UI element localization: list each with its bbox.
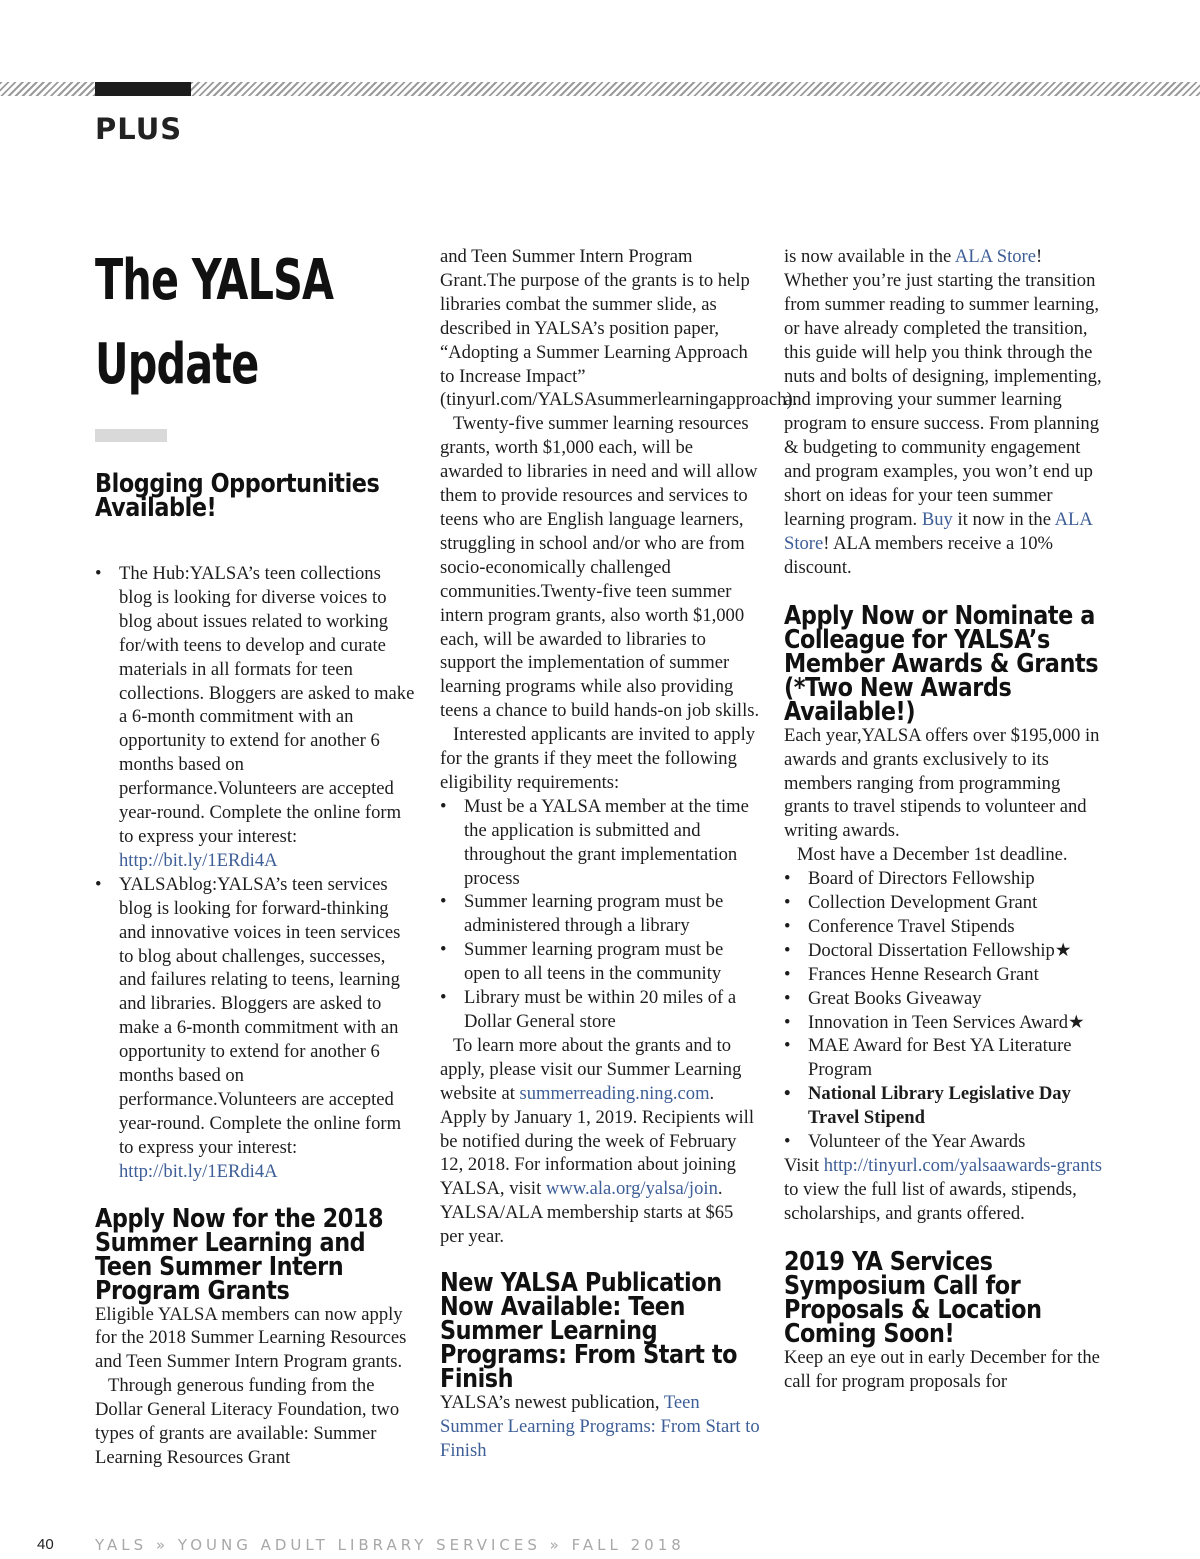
grants-p4: Interested applicants are invited to apply for the grants if they meet the following eligibility requirements: — [440, 724, 756, 793]
list-item — [95, 873, 415, 1184]
publication-text-d: it now in the — [952, 508, 1055, 530]
blog-item-2-text: YALSAblog:YALSA’s teen services blog is looking for forward-thinking and innovative voices in teen services to blog about challenges, successes, and failures relating to teens, learning and libraries. Bloggers are asked to make a 6-month commitment with an opportunity to extend for another 6 months based on performance.Volunteers are accepted year-round. Complete the online form to express your interest: — [119, 873, 402, 1158]
blog-item-1-link[interactable]: http://bit.ly/1ERdi4A — [119, 849, 278, 871]
publication-p-continued — [784, 245, 1104, 580]
requirements-list — [440, 795, 760, 1034]
list-item: • Collection Development Grant — [784, 891, 1104, 915]
awards-p1: Each year,YALSA offers over $195,000 in awards and grants exclusively to its members ranging from programming grants to travel stipends to volunteer and writing awards. — [784, 724, 1100, 842]
publication-heading: New YALSA Publication Now Available: Teen Summer Learning Programs: From Start to Finish — [440, 1268, 738, 1395]
grants-p5-text-a: To learn more about the grants and to apply, please visit our Summer Learning website at — [440, 1034, 742, 1104]
yalsa-join-link[interactable]: www.ala.org/yalsa/join — [545, 1178, 718, 1200]
grants-p3: Twenty-five summer learning resources grants, worth $1,000 each, will be awarded to libraries in need and will allow them to provide resources and services to teens who are English language learners, struggling in school and/or who are from socio-economically challenged communities.Twenty-five teen summer intern program grants, also worth $1,000 each, will be awarded to libraries to support the implementation of summer learning programs while also providing teens a chance to build hands-on job skills. — [440, 413, 760, 722]
page-footer — [0, 1536, 1200, 1556]
ala-store-link-2[interactable]: ALA Store — [784, 508, 1092, 554]
title-rule — [95, 429, 167, 442]
list-item: • Must be a YALSA member at the time the application is submitted and throughout the grant implementation process — [440, 795, 760, 891]
publication-text-e: ! ALA members receive a 10% discount. — [784, 532, 1054, 578]
list-item: • Volunteer of the Year Awards — [784, 1130, 1104, 1154]
list-item: • Doctoral Dissertation Fellowship★ — [784, 939, 1104, 963]
blog-item-2-link[interactable]: http://bit.ly/1ERdi4A — [119, 1160, 278, 1182]
list-item: • Library must be within 20 miles of a Dollar General store — [440, 986, 760, 1034]
page-title-line-1: The YALSA — [95, 248, 334, 313]
awards-visit-text-a: Visit — [784, 1155, 824, 1176]
publication-p — [440, 1391, 760, 1463]
blog-heading: Blogging Opportunities Available! — [95, 469, 380, 523]
grants-p2-continued: and Teen Summer Intern Program Grant.The purpose of the grants is to help libraries combat the summer slide, as described in YALSA’s position paper, “Adopting a Summer Learning Approach to Increase Impact” (tinyurl.com/YALSAsummerlearningapproach). — [440, 246, 798, 411]
footer-text: YALS » YOUNG ADULT LIBRARY SERVICES » FALL 2018 — [95, 1536, 685, 1554]
list-item: • Great Books Giveaway — [784, 987, 1104, 1011]
publication-text-b: is now available in the — [784, 246, 955, 267]
symposium-heading: 2019 YA Services Symposium Call for Proposals & Location Coming Soon! — [784, 1246, 1042, 1349]
column-2 — [440, 245, 798, 1463]
list-item: • Innovation in Teen Services Award★ — [784, 1011, 1104, 1035]
publication-text-a: YALSA’s newest publication, — [440, 1392, 664, 1414]
header-accent-block — [95, 82, 191, 96]
grants-p5-text-b: . Apply by January 1, 2019. Recipients will be notified during the week of February 12, 2018. For information about joining YALSA, visit — [440, 1082, 754, 1200]
page-title — [95, 239, 357, 407]
list-item: • Summer learning program must be open to all teens in the community — [440, 938, 760, 986]
awards-grants-link[interactable]: http://tinyurl.com/yalsaawards-grants — [823, 1155, 1103, 1176]
section-label: PLUS — [95, 112, 183, 146]
list-item: • National Library Legislative Day Travel Stipend — [784, 1082, 1104, 1130]
grants-p5 — [440, 1034, 760, 1249]
awards-p2: Most have a December 1st deadline. — [797, 844, 1068, 866]
column-3 — [784, 245, 1104, 1394]
page-number: 40 — [37, 1536, 54, 1553]
grants-p2: Through generous funding from the Dollar General Literacy Foundation, two types of grants are available: Summer Learning Resources Grant — [95, 1375, 400, 1468]
list-item: • MAE Award for Best YA Literature Program — [784, 1034, 1104, 1082]
blog-item-1-text: The Hub:YALSA’s teen collections blog is looking for diverse voices to blog about issues related to working for/with teens to develop and curate materials in all formats for teen collections. Bloggers are asked to make a 6-month commitment with an opportunity to extend for another 6 months based on performance.Volunteers are accepted year-round. Complete the online form to express your interest: — [119, 563, 415, 847]
grants-p1: Eligible YALSA members can now apply for the 2018 Summer Learning Resources and Teen Summer Intern Program grants. — [95, 1303, 407, 1373]
list-item: • Board of Directors Fellowship — [784, 867, 1104, 891]
list-item — [95, 562, 415, 873]
grants-p5-text-c: . YALSA/ALA membership starts at $65 per year. — [440, 1178, 734, 1248]
summerreading-link[interactable]: summerreading.ning.com — [519, 1082, 710, 1104]
list-item: • Summer learning program must be administered through a library — [440, 890, 760, 938]
awards-visit — [784, 1154, 1104, 1226]
grants-heading: Apply Now for the 2018 Summer Learning and Teen Summer Intern Program Grants — [95, 1203, 384, 1306]
symposium-p: Keep an eye out in early December for the call for program proposals for — [784, 1346, 1100, 1392]
publication-title-link[interactable]: Teen Summer Learning Programs: From Start to Finish — [440, 1392, 760, 1461]
page-title-line-2: Update — [95, 332, 259, 397]
column-1 — [95, 245, 415, 1470]
ala-store-link[interactable]: ALA Store — [954, 246, 1037, 267]
awards-list — [784, 867, 1104, 1154]
buy-link[interactable]: Buy — [921, 508, 953, 530]
list-item: • Frances Henne Research Grant — [784, 963, 1104, 987]
blog-list — [95, 562, 415, 1184]
awards-heading: Apply Now or Nominate a Colleague for YALSA’s Member Awards & Grants (*Two New Awards Available!) — [784, 600, 1099, 727]
awards-visit-text-b: to view the full list of awards, stipends, scholarships, and grants offered. — [784, 1178, 1077, 1224]
list-item: • Conference Travel Stipends — [784, 915, 1104, 939]
publication-text-c: ! Whether you’re just starting the transition from summer reading to summer learning, or have already completed the transition, this guide will help you think through the nuts and bolts of designing, implementing, and improving your summer learning program to ensure success. From planning & budgeting to community engagement and program examples, you won’t end up short on ideas for your teen summer learning program. — [784, 246, 1102, 530]
